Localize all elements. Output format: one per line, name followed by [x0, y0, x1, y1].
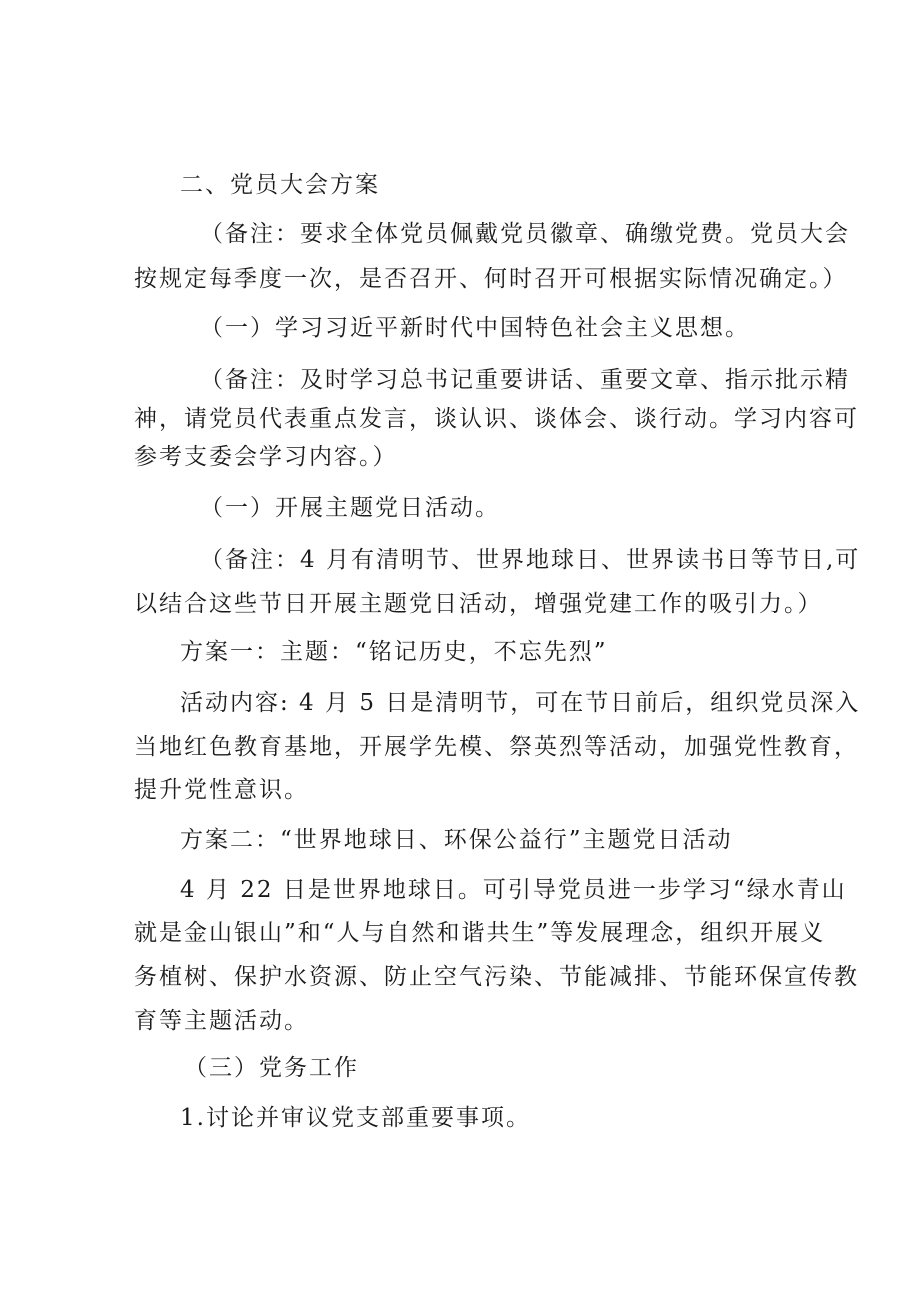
subsection-heading: （一）开展主题党日活动。	[200, 495, 500, 521]
section-heading: 二、党员大会方案	[180, 172, 380, 198]
note-paragraph-line: （备注：4 月有清明节、世界地球日、世界读书日等节日,可	[200, 547, 861, 573]
note-paragraph-line: （备注：要求全体党员佩戴党员徽章、确缴党费。党员大会	[200, 221, 850, 247]
body-paragraph-line: 活动内容: 4 月 5 日是清明节，可在节日前后，组织党员深入	[180, 690, 861, 716]
body-paragraph-line: 就是金山银山”和“人与自然和谐共生”等发展理念，组织开展义	[134, 920, 826, 946]
note-paragraph-line: 参考支委会学习内容。）	[134, 444, 398, 470]
note-paragraph-line: 按规定每季度一次，是否召开、何时召开可根据实际情况确定。）	[134, 266, 848, 292]
note-paragraph-line: （备注：及时学习总书记重要讲话、重要文章、指示批示精	[200, 367, 850, 393]
list-item: 1.讨论并审议党支部重要事项。	[180, 1105, 531, 1131]
note-paragraph-line: 以结合这些节日开展主题党日活动，增强党建工作的吸引力。）	[134, 591, 823, 617]
plan-title: 方案一：主题：“铭记历史，不忘先烈”	[180, 639, 608, 665]
note-paragraph-line: 神，请党员代表重点发言，谈认识、谈体会、谈行动。学习内容可	[134, 406, 859, 432]
subsection-heading: （一）学习习近平新时代中国特色社会主义思想。	[200, 315, 750, 341]
body-paragraph-line: 提升党性意识。	[134, 777, 309, 803]
plan-title: 方案二：“世界地球日、环保公益行”主题党日活动	[180, 827, 733, 853]
body-paragraph-line: 育等主题活动。	[134, 1008, 309, 1034]
body-paragraph-line: 4 月 22 日是世界地球日。可引导党员进一步学习“绿水青山	[180, 877, 847, 903]
subsection-heading: （三）党务工作	[184, 1055, 359, 1081]
body-paragraph-line: 当地红色教育基地，开展学先模、祭英烈等活动，加强党性教育，	[134, 734, 859, 760]
body-paragraph-line: 务植树、保护水资源、防止空气污染、节能减排、节能环保宣传教	[134, 964, 859, 990]
